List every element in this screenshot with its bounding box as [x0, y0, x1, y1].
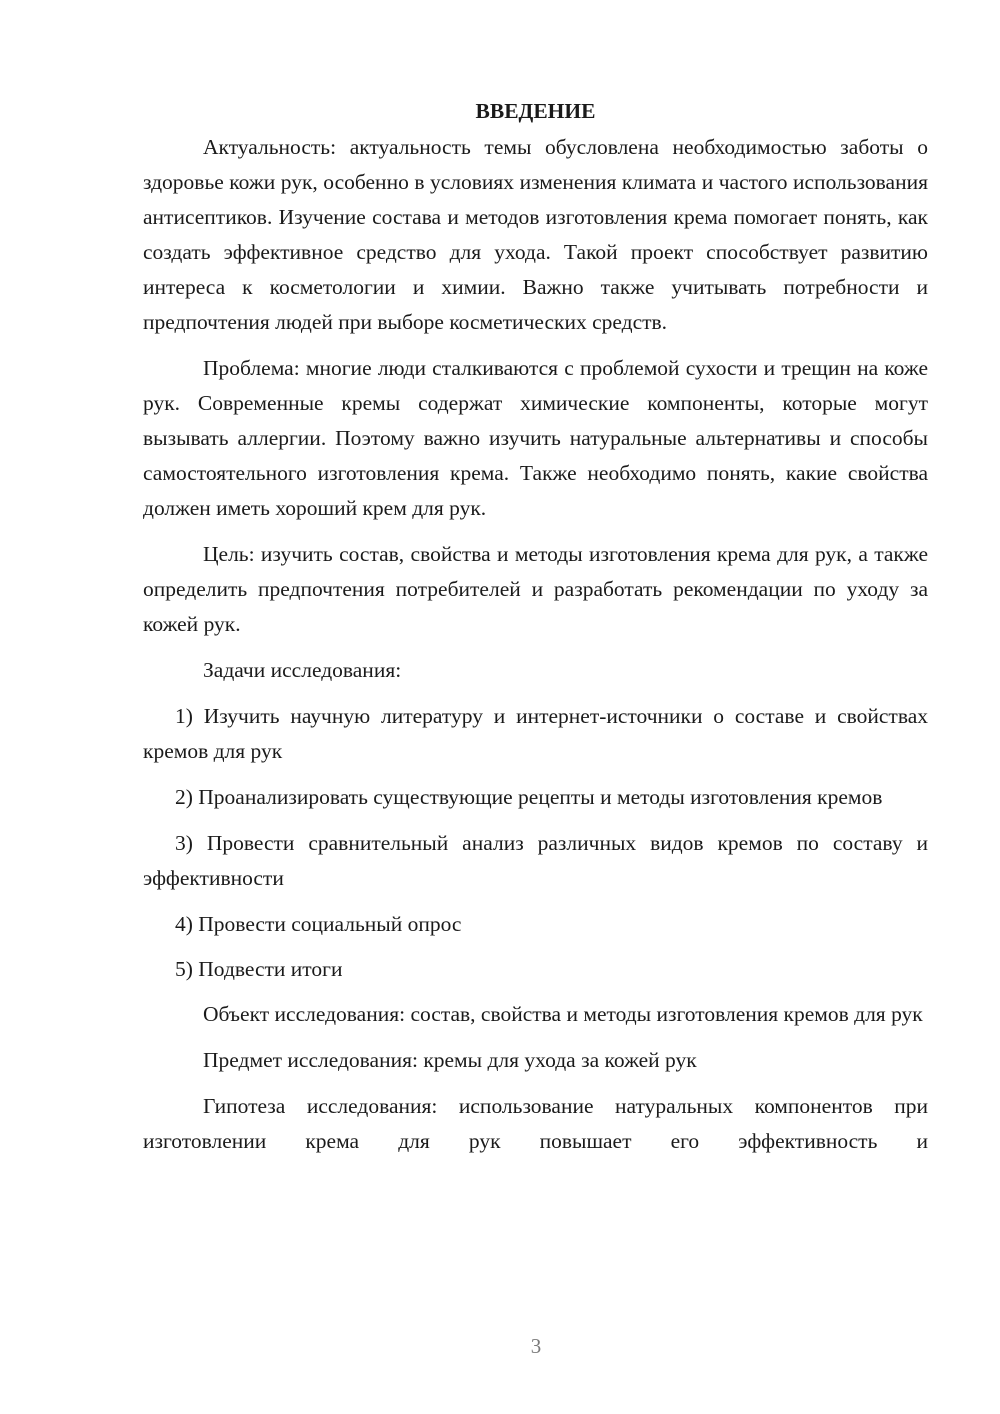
section-heading: ВВЕДЕНИЕ	[475, 99, 596, 123]
paragraph-object: Объект исследования: состав, свойства и методы изготовления кремов для рук	[203, 1002, 923, 1026]
task-item-5: 5) Подвести итоги	[175, 957, 343, 981]
task-item-4: 4) Провести социальный опрос	[175, 912, 462, 936]
paragraph-problem: Проблема: многие люди сталкиваются с проблемой сухости и трещин на коже рук. Современные кремы содержат химические компоненты, которые могут вызывать аллергии. Поэтому важно изучить натуральные альтернативы и способы самостоятельного изготовления крема. Также необходимо понять, какие свойства должен иметь хороший крем для рук.	[143, 356, 928, 520]
tasks-title: Задачи исследования:	[203, 658, 402, 682]
paragraph-relevance: Актуальность: актуальность темы обусловлена необходимостью заботы о здоровье кожи рук, особенно в условиях изменения климата и частого использования антисептиков. Изучение состава и методов изготовления крема помогает понять, как создать эффективное средство для ухода. Такой проект способствует развитию интереса к косметологии и химии. Важно также учитывать потребности и предпочтения людей при выборе косметических средств.	[143, 135, 928, 334]
task-item-2: 2) Проанализировать существующие рецепты и методы изготовления кремов	[175, 785, 883, 809]
task-item-3: 3) Провести сравнительный анализ различных видов кремов по составу и эффективности	[143, 831, 928, 890]
paragraph-hypothesis: Гипотеза исследования: использование натуральных компонентов при изготовлении крема для рук повышает его эффективность и	[143, 1094, 928, 1153]
page-content	[143, 96, 928, 1170]
paragraph-goal: Цель: изучить состав, свойства и методы изготовления крема для рук, а также определить предпочтения потребителей и разработать рекомендации по уходу за кожей рук.	[143, 542, 928, 636]
paragraph-subject: Предмет исследования: кремы для ухода за кожей рук	[203, 1048, 697, 1072]
task-item-1: 1) Изучить научную литературу и интернет-источники о составе и свойствах кремов для рук	[143, 704, 928, 763]
page-number: 3	[530, 1334, 542, 1358]
